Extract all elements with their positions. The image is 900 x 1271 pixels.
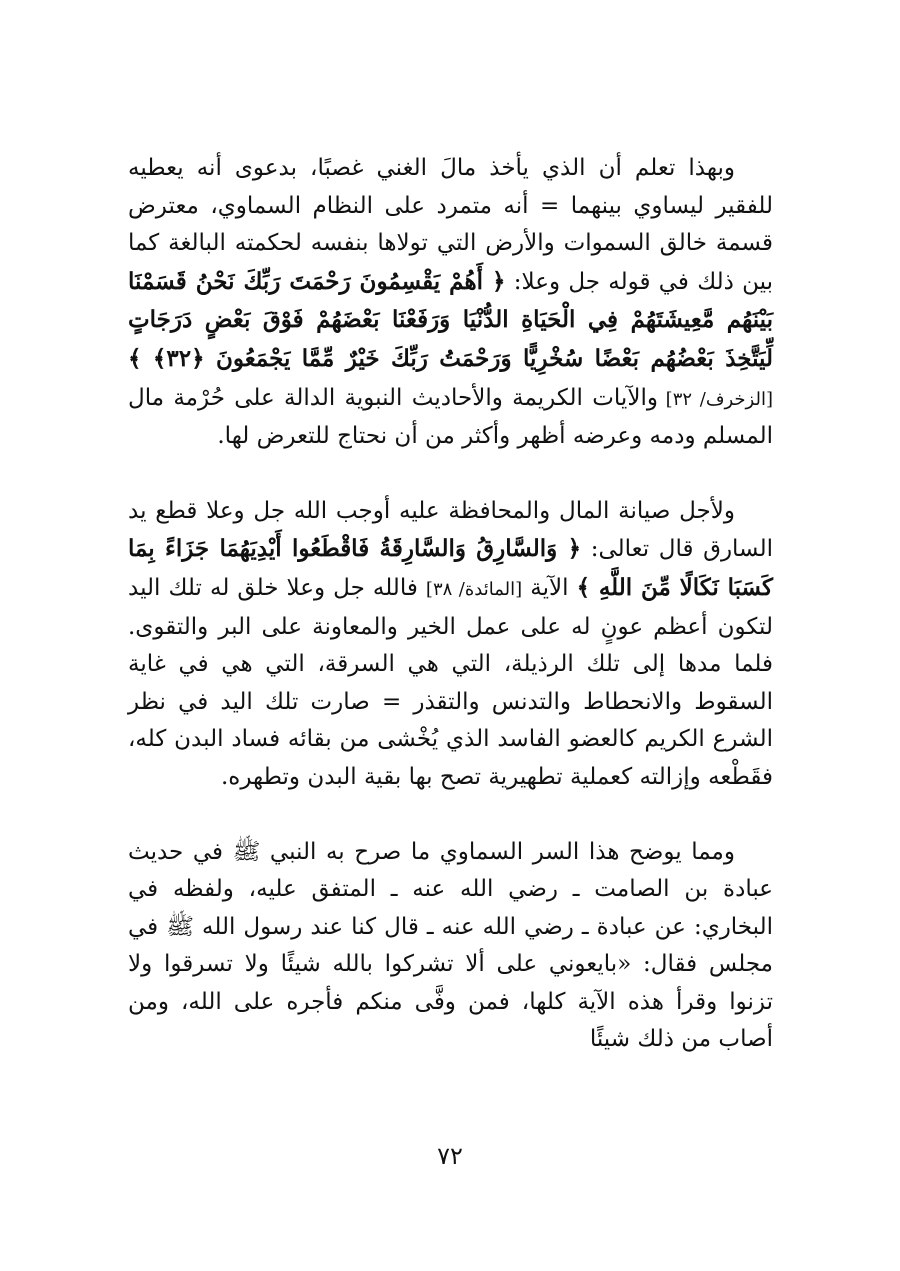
paragraph-3-text: ومما يوضح هذا السر السماوي ما صرح به النبي ﷺ في حديث عبادة بن الصامت ـ رضي الله عنه ـ المتفق عليه، ولفظه في البخاري: عن عبادة ـ رضي الله عنه ـ قال كنا عند رسول الله ﷺ في مجلس فقال: «بايعوني على ألا تشركوا بالله شيئًا ولا تسرقوا ولا تزنوا وقرأ هذه الآية كلها، فمن وفَّى منكم فأجره على الله، ومن أصاب من ذلك شيئًا: [128, 838, 773, 1053]
verse-label: الآية: [522, 574, 577, 601]
paragraph-2: [128, 493, 773, 797]
quran-verse-zukhruf: ﴿ أَهُمْ يَقْسِمُونَ رَحْمَتَ رَبِّكَ نَحْنُ قَسَمْنَا بَيْنَهُم مَّعِيشَتَهُمْ فِي الْحَيَاةِ الدُّنْيَا وَرَفَعْنَا بَعْضَهُمْ فَوْقَ بَعْضٍ دَرَجَاتٍ لِّيَتَّخِذَ بَعْضُهُم بَعْضًا سُخْرِيًّا وَرَحْمَتُ رَبِّكَ خَيْرٌ مِّمَّا يَجْمَعُونَ ﴿٣٢﴾ ﴾: [128, 267, 773, 372]
citation-maidah: [المائدة/ ٣٨]: [425, 578, 523, 600]
page-body: [128, 150, 773, 1059]
paragraph-1: [128, 150, 773, 456]
citation-zukhruf: [الزخرف/ ٣٢]: [657, 388, 773, 410]
quran-verse-maidah: ﴿ وَالسَّارِقُ وَالسَّارِقَةُ فَاقْطَعُوا أَيْدِيَهُمَا جَزَاءً بِمَا كَسَبَا نَكَالًا مِّنَ اللَّهِ ﴾: [128, 535, 773, 601]
paragraph-3: [128, 834, 773, 1060]
paragraph-2-text: ولأجل صيانة المال والمحافظة عليه أوجب الله جل وعلا قطع يد السارق قال تعالى:: [128, 497, 773, 563]
paragraph-1-text: وبهذا تعلم أن الذي يأخذ مالَ الغني غصبًا، بدعوى أنه يعطيه للفقير ليساوي بينهما = أنه متمرد على النظام السماوي، معترض قسمة خالق السموات والأرض التي تولاها بنفسه لحكمته البالغة كما بين ذلك في قوله جل وعلا:: [128, 155, 773, 295]
page-number: ٧٢: [437, 1142, 463, 1170]
paragraph-1-continuation: والآيات الكريمة والأحاديث النبوية الدالة على حُرْمة مال المسلم ودمه وعرضه أظهر وأكثر من أن نحتاج للتعرض لها.: [128, 384, 773, 450]
paragraph-2-continuation: فالله جل وعلا خلق له تلك اليد لتكون أعظم عونٍ له على عمل الخير والمعاونة على البر والتقوى. فلما مدها إلى تلك الرذيلة، التي هي السرقة، التي هي في غاية السقوط والانحطاط والتدنس والتقذر = صارت تلك اليد في نظر الشرع الكريم كالعضو الفاسد الذي يُخْشى من بقائه فساد البدن كله، فقَطْعه وإزالته كعملية تطهيرية تصح بها بقية البدن وتطهره.: [128, 574, 773, 790]
